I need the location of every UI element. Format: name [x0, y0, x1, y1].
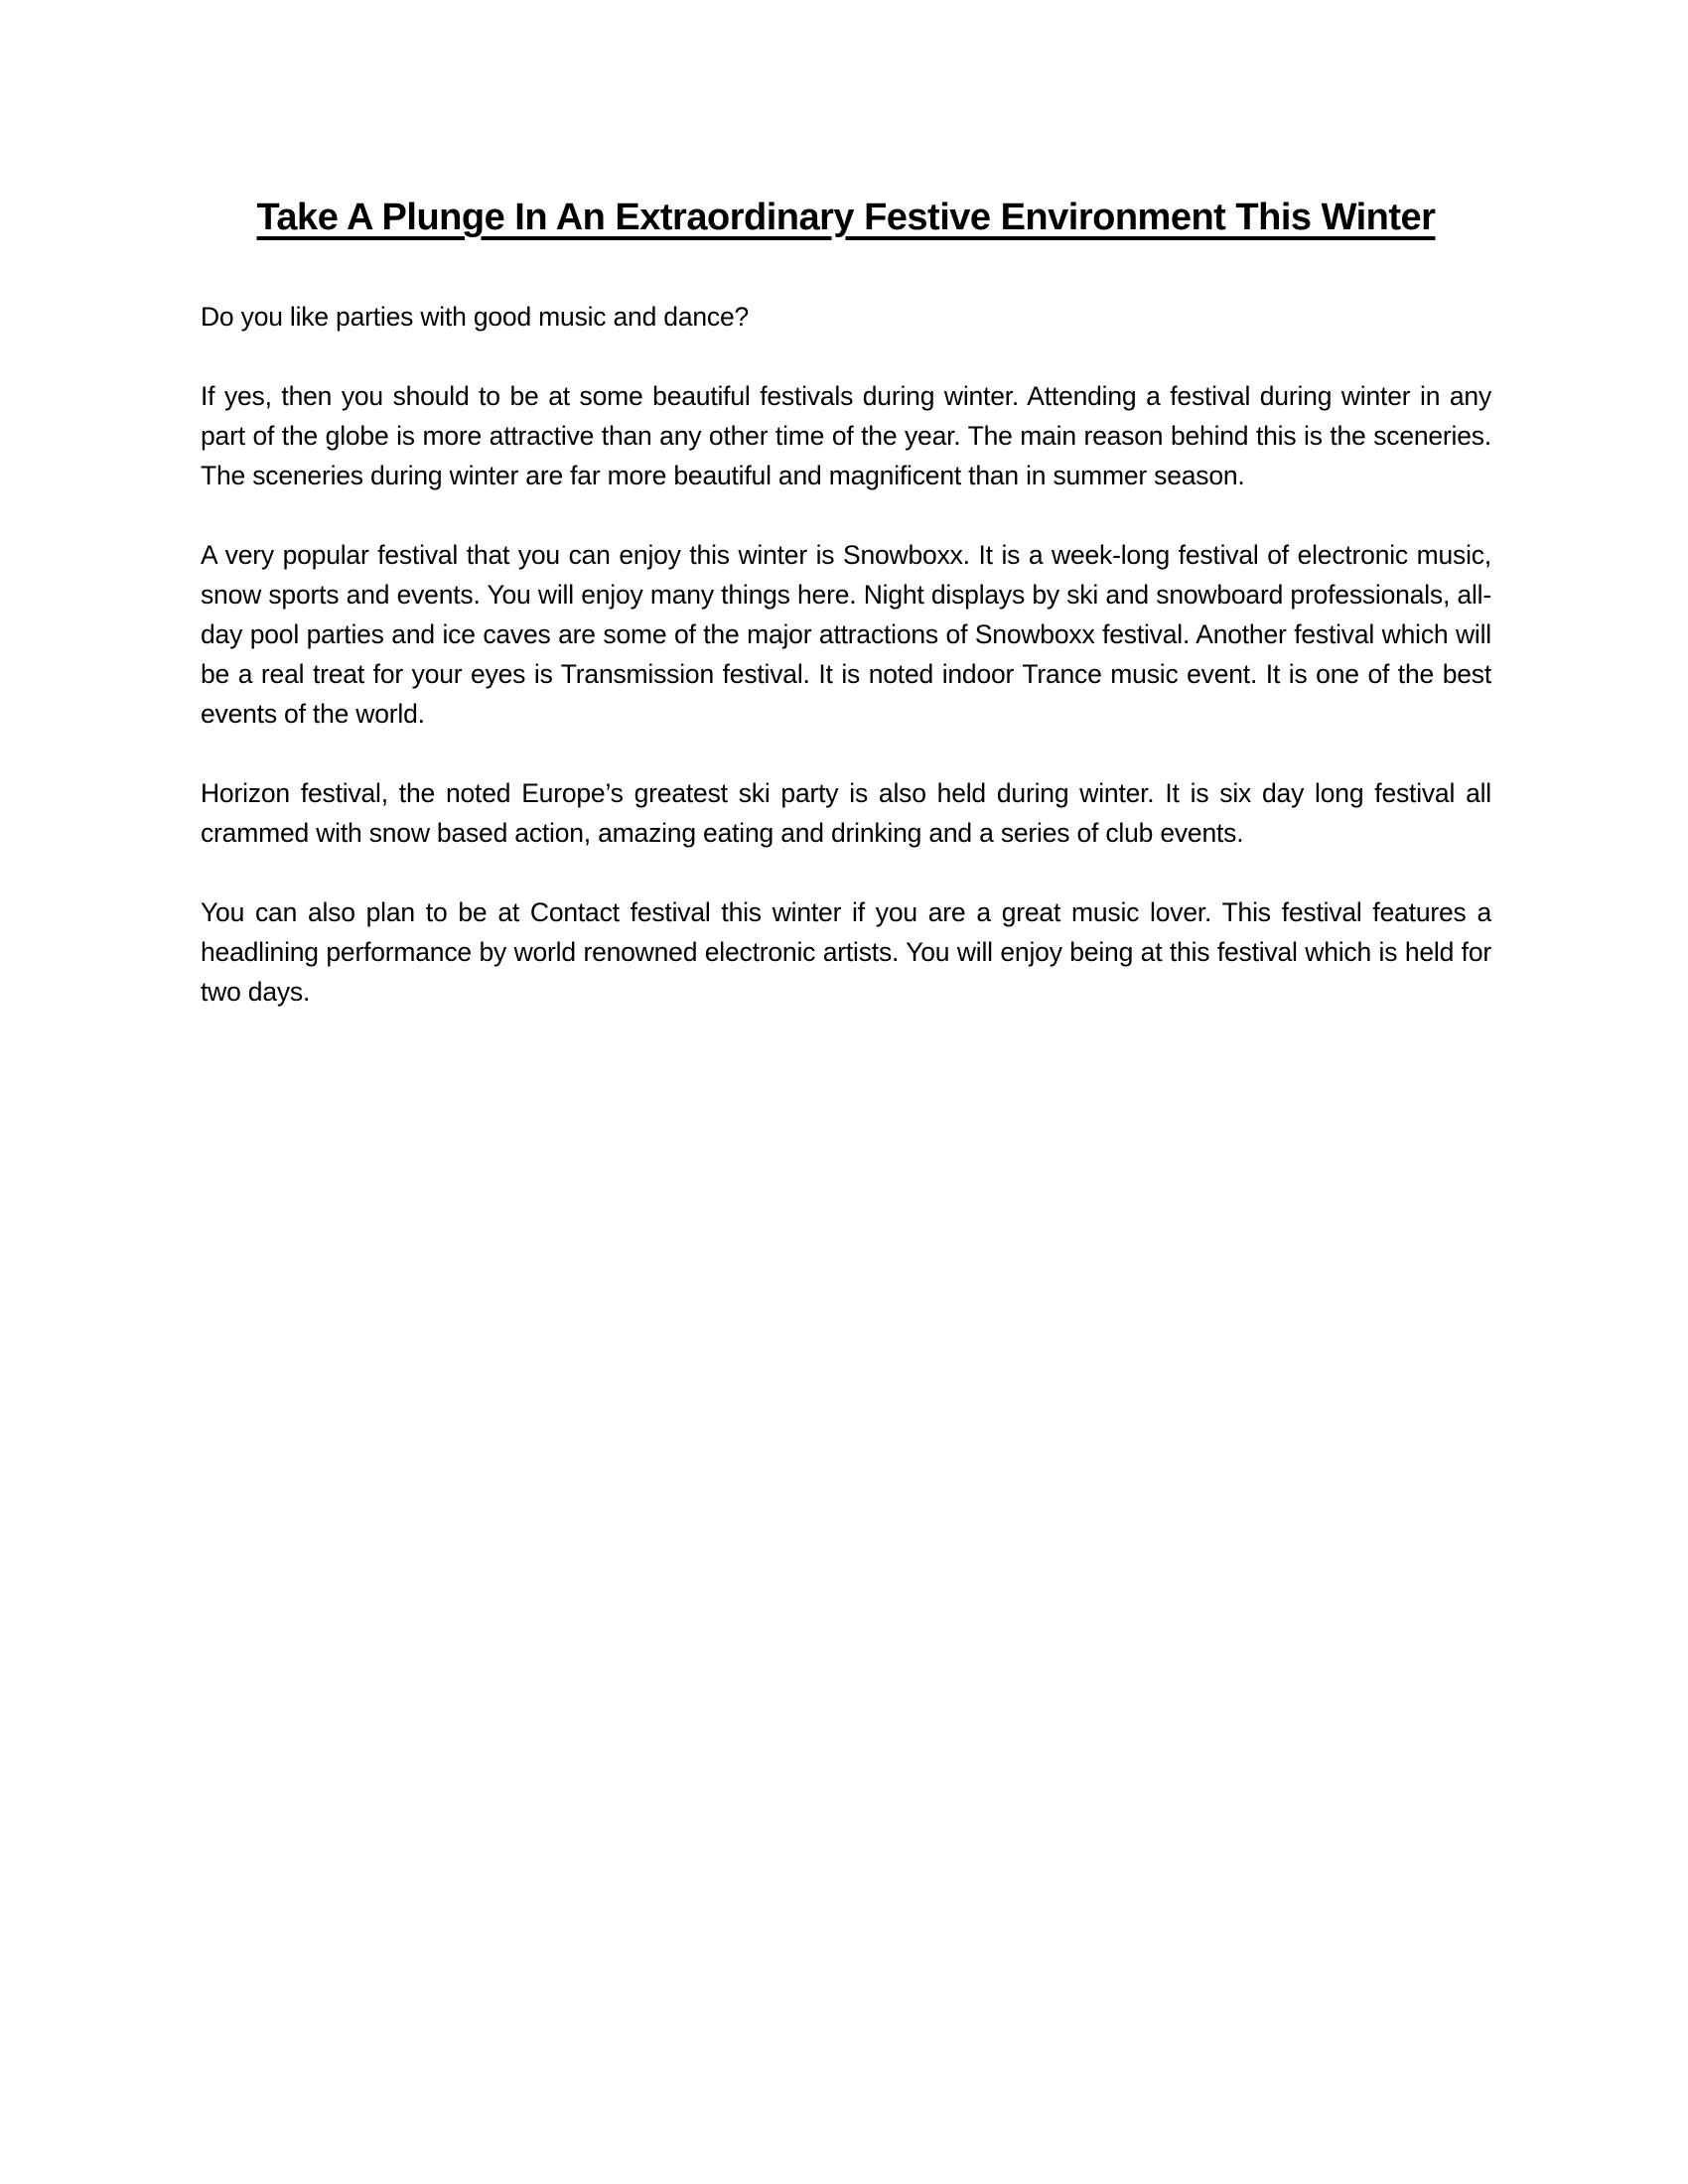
paragraph: You can also plan to be at Contact festival this winter if you are a great music lover. This festival features a headlining performance by world renowned electronic artists. You will enjoy being at this festival which is held for two days.: [201, 897, 1491, 1007]
paragraph: A very popular festival that you can enjoy this winter is Snowboxx. It is a week-long festival of electronic music, snow sports and events. You will enjoy many things here. Night displays by ski and snowboard professionals, all-day pool parties and ice caves are some of the major attractions of Snowboxx festival. Another festival which will be a real treat for your eyes is Transmission festival. It is noted indoor Trance music event. It is one of the best events of the world.: [201, 540, 1491, 729]
paragraph: Do you like parties with good music and dance?: [201, 302, 750, 332]
paragraph: Horizon festival, the noted Europe’s greatest ski party is also held during winter. It is six day long festival all crammed with snow based action, amazing eating and drinking and a series of club events.: [201, 778, 1491, 848]
paragraph: If yes, then you should to be at some beautiful festivals during winter. Attending a festival during winter in any part of the globe is more attractive than any other time of the year. The main reason behind this is the sceneries. The sceneries during winter are far more beautiful and magnificent than in summer season.: [201, 381, 1491, 490]
document-title: Take A Plunge In An Extraordinary Festive Environment This Winter: [256, 197, 1436, 238]
document-body: [201, 297, 1491, 1012]
